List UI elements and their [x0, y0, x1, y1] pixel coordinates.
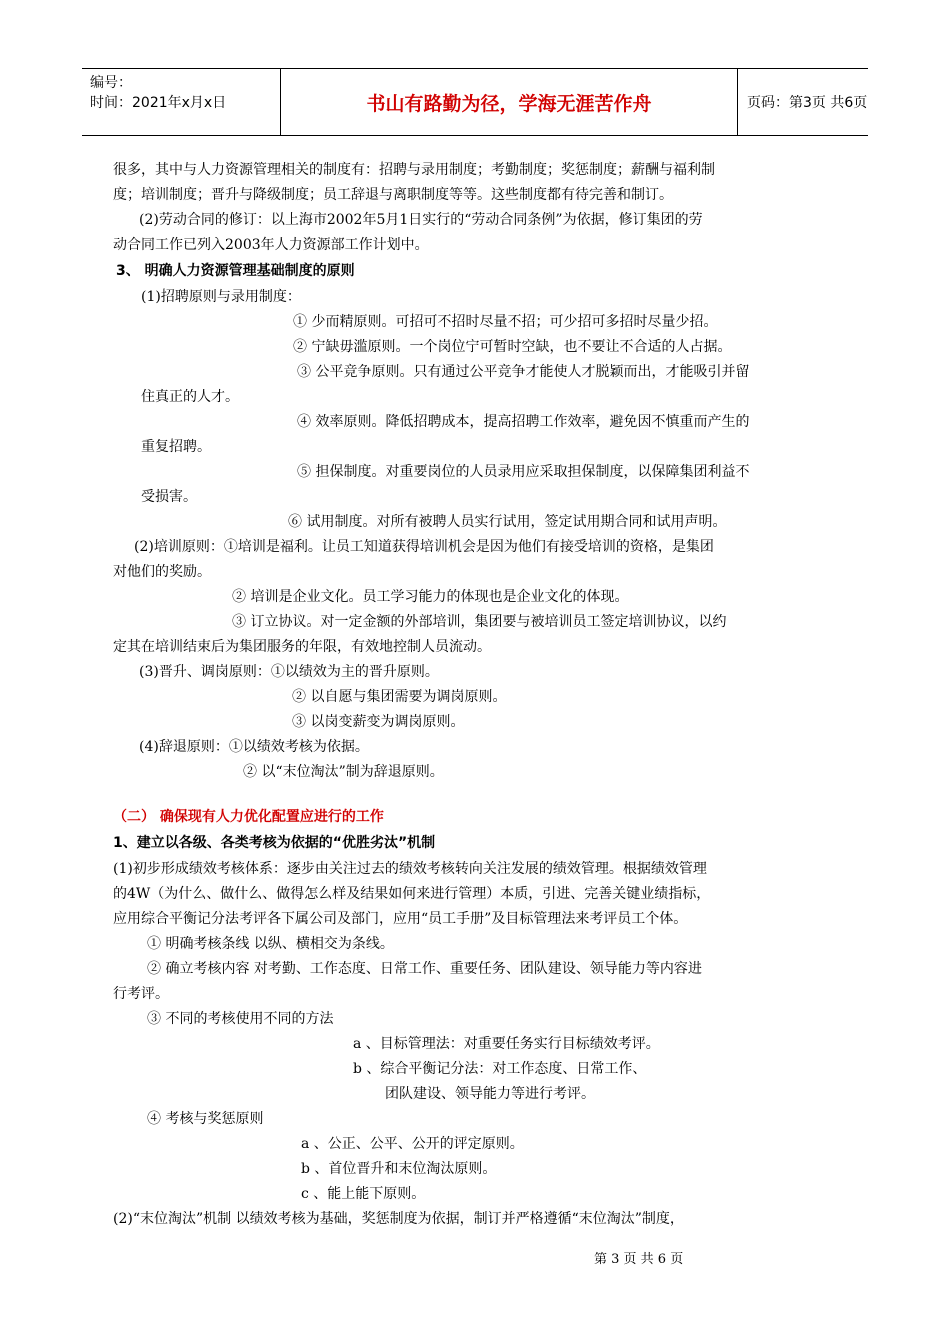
- body-line: b 、综合平衡记分法：对工作态度、日常工作、: [353, 1061, 647, 1077]
- body-line: 应用综合平衡记分法考评各下属公司及部门，应用“员工手册”及目标管理法来考评员工个体。: [113, 911, 688, 927]
- header-meta: [82, 69, 280, 135]
- page-header: [82, 68, 868, 136]
- body-line: 行考评。: [113, 986, 169, 1002]
- body-line: ③ 公平竞争原则。只有通过公平竞争才能使人才脱颖而出，才能吸引并留: [297, 364, 750, 380]
- body-line: ⑥ 试用制度。对所有被聘人员实行试用，签定试用期合同和试用声明。: [288, 514, 727, 530]
- body-line: 动合同工作已列入2003年人力资源部工作计划中。: [113, 237, 429, 253]
- body-line: ② 宁缺毋滥原则。一个岗位宁可暂时空缺，也不要让不合适的人占据。: [293, 339, 732, 355]
- body-line: (2)劳动合同的修订：以上海市2002年5月1日实行的“劳动合同条例”为依据，修订集团的劳: [139, 212, 703, 228]
- body-line: 很多，其中与人力资源管理相关的制度有：招聘与录用制度；考勤制度；奖惩制度；薪酬与福利制: [113, 162, 715, 178]
- body-line: 度；培训制度；晋升与降级制度；员工辞退与离职制度等等。这些制度都有待完善和制订。: [113, 187, 673, 203]
- body-line: a 、公正、公平、公开的评定原则。: [301, 1136, 524, 1152]
- body-line: ① 明确考核条线 以纵、横相交为条线。: [147, 936, 394, 952]
- section-heading: 1、建立以各级、各类考核为依据的“优胜劣汰”机制: [113, 835, 436, 851]
- body-line: 定其在培训结束后为集团服务的年限，有效地控制人员流动。: [113, 639, 491, 655]
- header-motto: 书山有路勤为径，学海无涯苦作舟: [280, 69, 738, 135]
- body-line: ① 少而精原则。可招可不招时尽量不招；可少招可多招时尽量少招。: [293, 314, 718, 330]
- body-line: ④ 考核与奖惩原则: [147, 1111, 264, 1127]
- body-line: 的4W（为什么、做什么、做得怎么样及结果如何来进行管理）本质，引进、完善关键业绩指标，: [113, 886, 711, 902]
- body-line: ③ 订立协议。对一定金额的外部培训，集团要与被培训员工签定培训协议，以约: [232, 614, 727, 630]
- body-line: (2)培训原则：①培训是福利。让员工知道获得培训机会是因为他们有接受培训的资格，是集团: [134, 539, 714, 555]
- header-page-info: 页码：第3页 共6页: [747, 95, 868, 111]
- body-line: 重复招聘。: [141, 439, 211, 455]
- body-line: ⑤ 担保制度。对重要岗位的人员录用应采取担保制度，以保障集团利益不: [297, 464, 750, 480]
- page-footer: 第 3 页 共 6 页: [594, 1252, 684, 1267]
- document-number-label: 编号：: [90, 75, 132, 91]
- body-line: (1)招聘原则与录用制度：: [141, 289, 301, 305]
- body-line: ② 培训是企业文化。员工学习能力的体现也是企业文化的体现。: [232, 589, 629, 605]
- body-line: a 、目标管理法：对重要任务实行目标绩效考评。: [353, 1036, 660, 1052]
- body-line: ② 以自愿与集团需要为调岗原则。: [292, 689, 507, 705]
- section-heading-red: （二） 确保现有人力优化配置应进行的工作: [113, 809, 384, 825]
- body-line: (3)晋升、调岗原则：①以绩效为主的晋升原则。: [139, 664, 439, 680]
- body-line: 住真正的人才。: [141, 389, 239, 405]
- body-line: ④ 效率原则。降低招聘成本，提高招聘工作效率，避免因不慎重而产生的: [297, 414, 750, 430]
- body-line: b 、首位晋升和末位淘汰原则。: [301, 1161, 497, 1177]
- section-heading: 3、 明确人力资源管理基础制度的原则: [116, 263, 355, 279]
- body-line: 受损害。: [141, 489, 197, 505]
- body-line: (4)辞退原则：①以绩效考核为依据。: [139, 739, 369, 755]
- body-line: ② 确立考核内容 对考勤、工作态度、日常工作、重要任务、团队建设、领导能力等内容进: [147, 961, 702, 977]
- body-line: 团队建设、领导能力等进行考评。: [385, 1086, 595, 1102]
- body-line: ③ 不同的考核使用不同的方法: [147, 1011, 334, 1027]
- body-line: ③ 以岗变薪变为调岗原则。: [292, 714, 465, 730]
- body-line: (1)初步形成绩效考核体系：逐步由关注过去的绩效考核转向关注发展的绩效管理。根据绩效管理: [113, 861, 707, 877]
- body-line: ② 以“末位淘汰”制为辞退原则。: [243, 764, 444, 780]
- document-date: 时间：2021年x月x日: [90, 95, 227, 111]
- body-line: (2)“末位淘汰”机制 以绩效考核为基础，奖惩制度为依据，制订并严格遵循“末位淘汰”制度，: [113, 1211, 684, 1227]
- body-line: c 、能上能下原则。: [301, 1186, 426, 1202]
- body-line: 对他们的奖励。: [113, 564, 211, 580]
